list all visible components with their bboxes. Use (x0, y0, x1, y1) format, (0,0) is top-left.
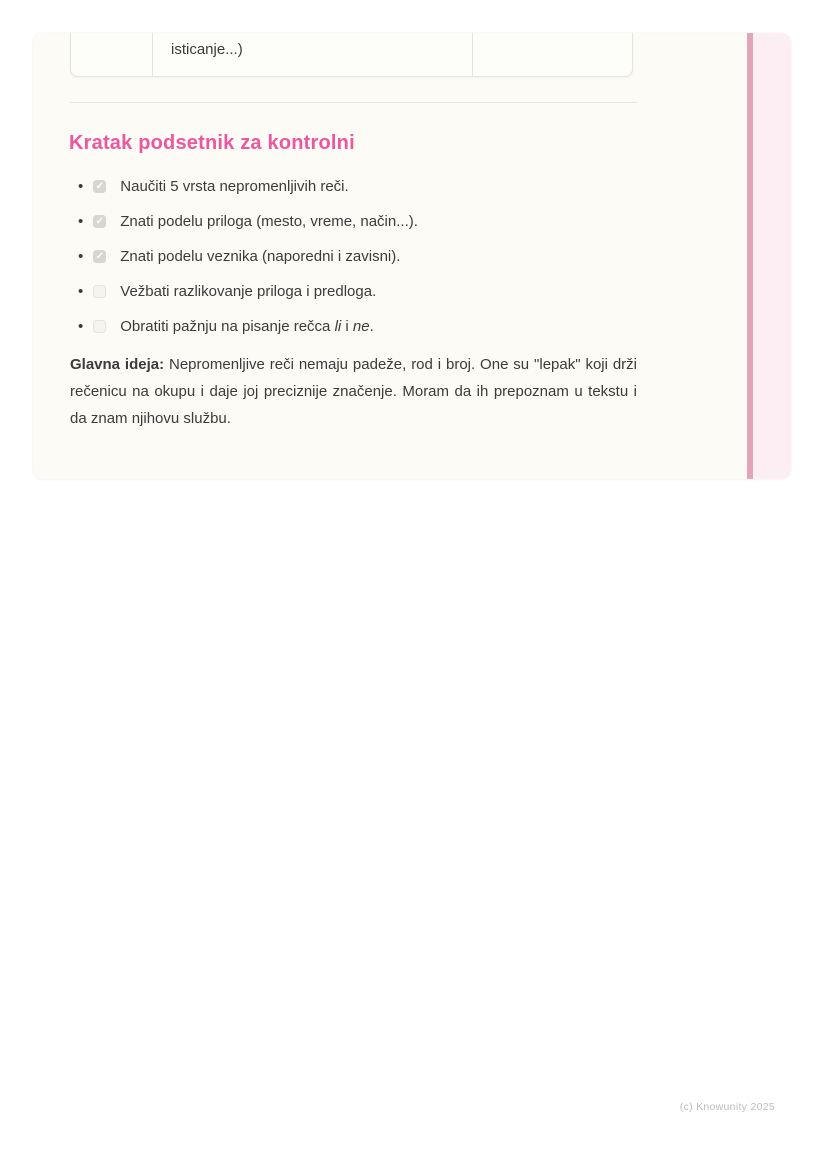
footer-watermark: (c) Knowunity 2025 (679, 1101, 775, 1113)
checklist-item (70, 274, 418, 309)
checkbox-unchecked-icon (93, 285, 106, 298)
bullet-icon: • (78, 283, 84, 300)
checkbox-unchecked-icon (93, 320, 106, 333)
table-cell-empty-right (473, 33, 632, 76)
section-divider (70, 102, 637, 103)
checklist-item (70, 204, 418, 239)
checklist-text: Obratiti pažnju na pisanje rečca li i ne. (120, 318, 374, 335)
content-card (33, 33, 791, 479)
table-cell-empty-left (71, 33, 153, 76)
summary-paragraph (70, 351, 637, 432)
accent-stripe (747, 33, 791, 479)
section-heading: Kratak podsetnik za kontrolni (69, 132, 355, 154)
summary-body: Nepromenljive reči nemaju padeže, rod i broj. One su "lepak" koji drži rečenicu na okupu i daje joj preciznije značenje. Moram da ih prepoznam u tekstu i da znam njihovu službu. (70, 356, 638, 427)
bullet-icon: • (78, 213, 84, 230)
checkbox-checked-icon: ✓ (93, 180, 106, 193)
bullet-icon: • (78, 178, 84, 195)
table-fragment (70, 33, 633, 77)
bullet-icon: • (78, 318, 84, 335)
table-cell-isticanje: isticanje...) (153, 33, 473, 76)
checkbox-checked-icon: ✓ (93, 215, 106, 228)
bullet-icon: • (78, 248, 84, 265)
checklist-text: Naučiti 5 vrsta nepromenljivih reči. (120, 178, 349, 195)
checklist-text: Vežbati razlikovanje priloga i predloga. (120, 283, 377, 300)
checklist-item (70, 309, 418, 344)
checklist-text: Znati podelu veznika (naporedni i zavisni). (120, 248, 401, 265)
checklist-item (70, 169, 418, 204)
summary-lead: Glavna ideja: (70, 356, 165, 373)
checklist-item (70, 239, 418, 274)
checklist-text: Znati podelu priloga (mesto, vreme, način...). (120, 213, 418, 230)
checkbox-checked-icon: ✓ (93, 250, 106, 263)
checklist (70, 169, 418, 344)
